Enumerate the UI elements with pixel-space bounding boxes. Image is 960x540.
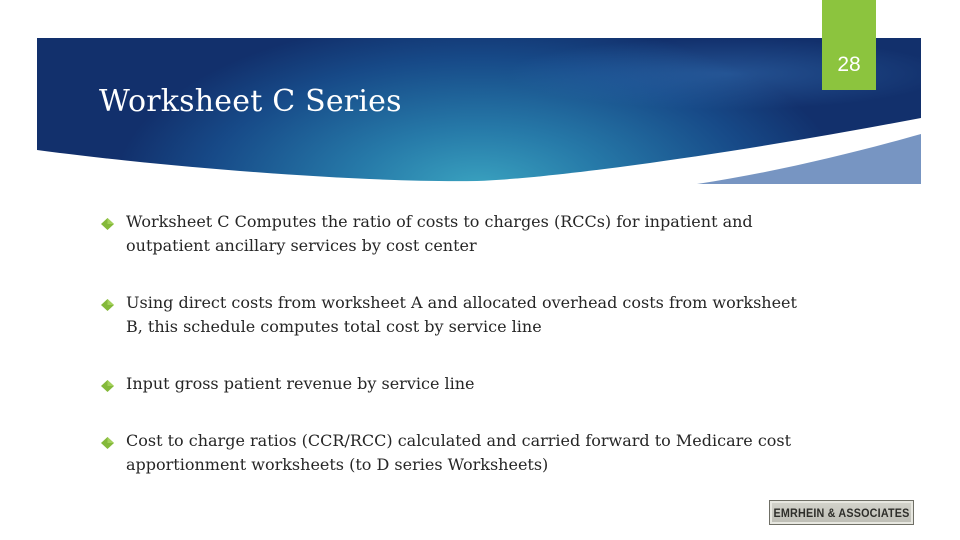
bullet-list	[100, 210, 800, 477]
bullet-item	[100, 291, 800, 339]
diamond-bullet-icon	[101, 299, 114, 311]
page-number: 28	[837, 53, 861, 76]
diamond-bullet-icon	[101, 218, 114, 230]
slide-title: Worksheet C Series	[99, 84, 402, 119]
bullet-text: Cost to charge ratios (CCR/RCC) calculated and carried forward to Medicare cost apportionment worksheets (to D series Worksheets)	[126, 431, 792, 474]
bullet-text: Input gross patient revenue by service line	[126, 374, 475, 393]
company-logo-graphic	[770, 501, 913, 524]
diamond-bullet-icon	[101, 380, 114, 392]
diamond-bullet-icon	[101, 437, 114, 449]
company-logo	[769, 500, 914, 525]
bullet-item	[100, 429, 800, 477]
bullet-item	[100, 210, 800, 258]
bullet-text: Worksheet C Computes the ratio of costs to charges (RCCs) for inpatient and outpatient ancillary services by cost center	[126, 212, 753, 255]
bullet-item	[100, 372, 800, 396]
bullet-text: Using direct costs from worksheet A and allocated overhead costs from worksheet B, this schedule computes total cost by service line	[126, 293, 797, 336]
page-number-tab	[822, 0, 876, 90]
svg-text:EMRHEIN & ASSOCIATES: EMRHEIN & ASSOCIATES	[773, 508, 910, 520]
